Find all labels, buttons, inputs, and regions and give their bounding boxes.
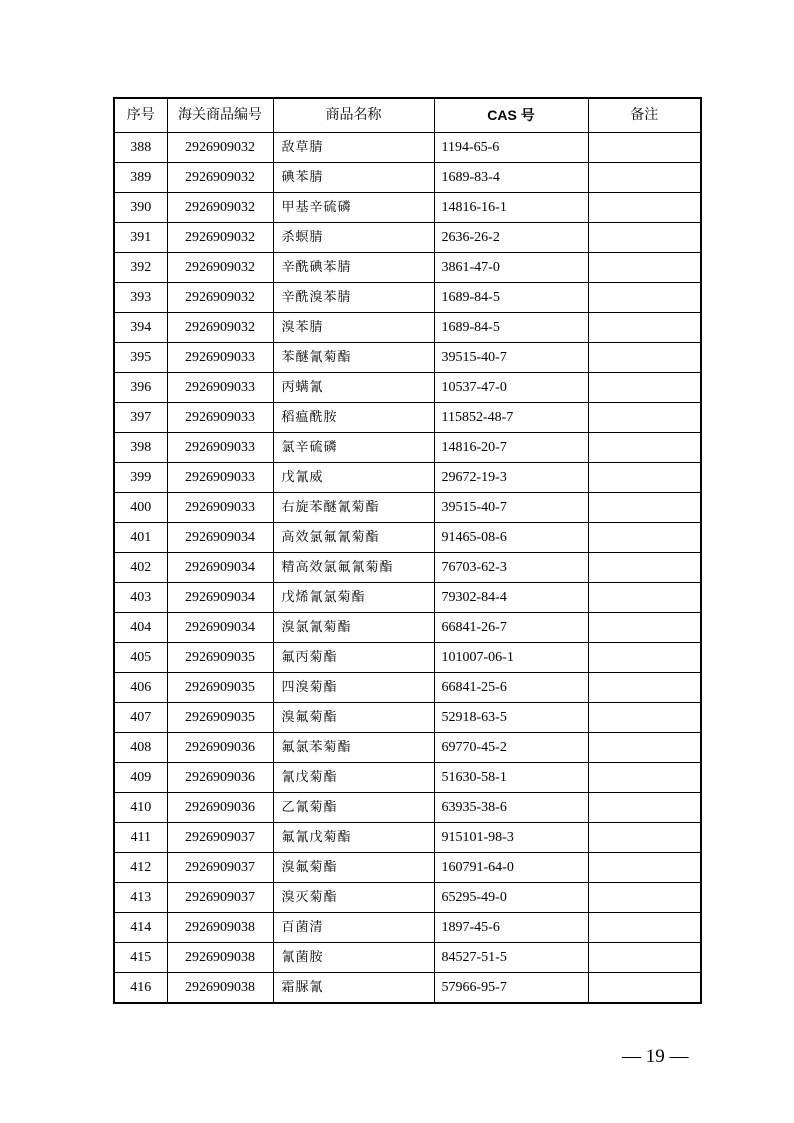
cell-remark	[588, 853, 701, 883]
cell-remark	[588, 463, 701, 493]
cell-code: 2926909032	[167, 223, 273, 253]
cell-remark	[588, 313, 701, 343]
cell-cas: 66841-26-7	[434, 613, 588, 643]
cell-remark	[588, 493, 701, 523]
cell-cas: 14816-16-1	[434, 193, 588, 223]
cell-code: 2926909035	[167, 643, 273, 673]
cell-cas: 1194-65-6	[434, 133, 588, 163]
cell-code: 2926909036	[167, 793, 273, 823]
header-no: 序号	[114, 98, 167, 133]
table-row	[114, 913, 701, 943]
table-row	[114, 973, 701, 1004]
cell-no: 396	[114, 373, 167, 403]
table-row	[114, 433, 701, 463]
cell-cas: 2636-26-2	[434, 223, 588, 253]
cell-no: 406	[114, 673, 167, 703]
cell-cas: 65295-49-0	[434, 883, 588, 913]
cell-remark	[588, 403, 701, 433]
cell-no: 398	[114, 433, 167, 463]
cell-name: 溴氟菊酯	[273, 703, 434, 733]
table-body	[114, 133, 701, 1004]
cell-name: 甲基辛硫磷	[273, 193, 434, 223]
cell-code: 2926909034	[167, 523, 273, 553]
cell-cas: 29672-19-3	[434, 463, 588, 493]
cell-cas: 66841-25-6	[434, 673, 588, 703]
cell-cas: 39515-40-7	[434, 343, 588, 373]
cell-no: 415	[114, 943, 167, 973]
cell-no: 389	[114, 163, 167, 193]
cell-code: 2926909036	[167, 733, 273, 763]
cell-code: 2926909033	[167, 373, 273, 403]
cell-name: 戊氰威	[273, 463, 434, 493]
cell-remark	[588, 913, 701, 943]
cell-code: 2926909032	[167, 283, 273, 313]
cell-name: 苯醚氰菊酯	[273, 343, 434, 373]
table-row	[114, 793, 701, 823]
cell-remark	[588, 223, 701, 253]
cell-no: 400	[114, 493, 167, 523]
cell-no: 388	[114, 133, 167, 163]
table-row	[114, 313, 701, 343]
chemical-list-table	[113, 97, 702, 1004]
cell-code: 2926909033	[167, 463, 273, 493]
cell-remark	[588, 283, 701, 313]
cell-name: 溴灭菊酯	[273, 883, 434, 913]
cell-name: 四溴菊酯	[273, 673, 434, 703]
cell-no: 411	[114, 823, 167, 853]
cell-name: 百菌清	[273, 913, 434, 943]
table-row	[114, 193, 701, 223]
cell-no: 399	[114, 463, 167, 493]
cell-name: 乙氰菊酯	[273, 793, 434, 823]
cell-no: 413	[114, 883, 167, 913]
cell-no: 395	[114, 343, 167, 373]
cell-cas: 101007-06-1	[434, 643, 588, 673]
table-row	[114, 703, 701, 733]
table-row	[114, 163, 701, 193]
cell-no: 408	[114, 733, 167, 763]
cell-code: 2926909035	[167, 703, 273, 733]
cell-cas: 76703-62-3	[434, 553, 588, 583]
table-row	[114, 823, 701, 853]
cell-remark	[588, 703, 701, 733]
cell-name: 氰菌胺	[273, 943, 434, 973]
cell-remark	[588, 793, 701, 823]
cell-remark	[588, 823, 701, 853]
cell-remark	[588, 883, 701, 913]
table-row	[114, 553, 701, 583]
cell-cas: 57966-95-7	[434, 973, 588, 1004]
cell-cas: 79302-84-4	[434, 583, 588, 613]
cell-remark	[588, 613, 701, 643]
cell-cas: 52918-63-5	[434, 703, 588, 733]
cell-cas: 39515-40-7	[434, 493, 588, 523]
cell-name: 氟丙菊酯	[273, 643, 434, 673]
cell-remark	[588, 733, 701, 763]
cell-code: 2926909032	[167, 133, 273, 163]
cell-cas: 115852-48-7	[434, 403, 588, 433]
table-row	[114, 763, 701, 793]
cell-remark	[588, 943, 701, 973]
table-row	[114, 343, 701, 373]
table-row	[114, 523, 701, 553]
table-row	[114, 733, 701, 763]
cell-remark	[588, 433, 701, 463]
cell-name: 氟氰戊菊酯	[273, 823, 434, 853]
table-row	[114, 613, 701, 643]
table-row	[114, 883, 701, 913]
table-row	[114, 583, 701, 613]
cell-remark	[588, 133, 701, 163]
cell-cas: 1689-84-5	[434, 313, 588, 343]
cell-cas: 1689-84-5	[434, 283, 588, 313]
cell-code: 2926909033	[167, 433, 273, 463]
cell-no: 409	[114, 763, 167, 793]
cell-remark	[588, 193, 701, 223]
cell-code: 2926909035	[167, 673, 273, 703]
cell-code: 2926909033	[167, 493, 273, 523]
table-row	[114, 253, 701, 283]
cell-code: 2926909034	[167, 613, 273, 643]
cell-name: 精高效氯氟氰菊酯	[273, 553, 434, 583]
cell-no: 407	[114, 703, 167, 733]
cell-name: 溴苯腈	[273, 313, 434, 343]
cell-remark	[588, 973, 701, 1004]
cell-no: 414	[114, 913, 167, 943]
cell-code: 2926909034	[167, 583, 273, 613]
cell-name: 溴氟菊酯	[273, 853, 434, 883]
cell-no: 416	[114, 973, 167, 1004]
header-name: 商品名称	[273, 98, 434, 133]
cell-no: 394	[114, 313, 167, 343]
cell-cas: 1897-45-6	[434, 913, 588, 943]
cell-no: 392	[114, 253, 167, 283]
cell-name: 碘苯腈	[273, 163, 434, 193]
table-header	[114, 98, 701, 133]
cell-code: 2926909038	[167, 973, 273, 1004]
cell-cas: 10537-47-0	[434, 373, 588, 403]
cell-remark	[588, 373, 701, 403]
cell-code: 2926909037	[167, 853, 273, 883]
cell-remark	[588, 253, 701, 283]
cell-name: 辛酰溴苯腈	[273, 283, 434, 313]
table-row	[114, 373, 701, 403]
cell-code: 2926909036	[167, 763, 273, 793]
cell-name: 氰戊菊酯	[273, 763, 434, 793]
cell-code: 2926909034	[167, 553, 273, 583]
header-cas: CAS 号	[434, 98, 588, 133]
cell-no: 397	[114, 403, 167, 433]
header-code: 海关商品编号	[167, 98, 273, 133]
cell-name: 氟氯苯菊酯	[273, 733, 434, 763]
cell-no: 402	[114, 553, 167, 583]
cell-name: 丙螨氰	[273, 373, 434, 403]
cell-name: 戊烯氰氯菊酯	[273, 583, 434, 613]
cell-cas: 915101-98-3	[434, 823, 588, 853]
cell-name: 稻瘟酰胺	[273, 403, 434, 433]
cell-name: 杀螟腈	[273, 223, 434, 253]
cell-remark	[588, 673, 701, 703]
cell-no: 403	[114, 583, 167, 613]
cell-cas: 3861-47-0	[434, 253, 588, 283]
cell-no: 393	[114, 283, 167, 313]
header-remark: 备注	[588, 98, 701, 133]
table-row	[114, 403, 701, 433]
page-number: — 19 —	[622, 1046, 689, 1067]
cell-code: 2926909032	[167, 193, 273, 223]
cell-name: 霜脲氰	[273, 973, 434, 1004]
cell-code: 2926909032	[167, 313, 273, 343]
table-row	[114, 283, 701, 313]
cell-no: 412	[114, 853, 167, 883]
cell-no: 390	[114, 193, 167, 223]
cell-cas: 84527-51-5	[434, 943, 588, 973]
cell-code: 2926909033	[167, 343, 273, 373]
cell-name: 溴氯氰菊酯	[273, 613, 434, 643]
table-row	[114, 853, 701, 883]
table-row	[114, 673, 701, 703]
table-row	[114, 493, 701, 523]
cell-cas: 63935-38-6	[434, 793, 588, 823]
cell-name: 辛酰碘苯腈	[273, 253, 434, 283]
cell-code: 2926909032	[167, 163, 273, 193]
cell-code: 2926909033	[167, 403, 273, 433]
cell-code: 2926909038	[167, 913, 273, 943]
cell-name: 氯辛硫磷	[273, 433, 434, 463]
cell-no: 410	[114, 793, 167, 823]
cell-remark	[588, 343, 701, 373]
cell-name: 敌草腈	[273, 133, 434, 163]
cell-remark	[588, 583, 701, 613]
cell-no: 404	[114, 613, 167, 643]
cell-cas: 160791-64-0	[434, 853, 588, 883]
header-row	[114, 98, 701, 133]
cell-code: 2926909038	[167, 943, 273, 973]
cell-remark	[588, 523, 701, 553]
cell-cas: 1689-83-4	[434, 163, 588, 193]
cell-code: 2926909037	[167, 883, 273, 913]
cell-cas: 14816-20-7	[434, 433, 588, 463]
table-row	[114, 223, 701, 253]
cell-cas: 51630-58-1	[434, 763, 588, 793]
cell-cas: 91465-08-6	[434, 523, 588, 553]
cell-no: 391	[114, 223, 167, 253]
cell-cas: 69770-45-2	[434, 733, 588, 763]
cell-remark	[588, 163, 701, 193]
table-row	[114, 133, 701, 163]
cell-name: 右旋苯醚氰菊酯	[273, 493, 434, 523]
table-row	[114, 643, 701, 673]
table-row	[114, 463, 701, 493]
cell-name: 高效氯氟氰菊酯	[273, 523, 434, 553]
cell-code: 2926909037	[167, 823, 273, 853]
cell-no: 401	[114, 523, 167, 553]
cell-remark	[588, 553, 701, 583]
cell-remark	[588, 643, 701, 673]
cell-no: 405	[114, 643, 167, 673]
table-row	[114, 943, 701, 973]
cell-code: 2926909032	[167, 253, 273, 283]
cell-remark	[588, 763, 701, 793]
